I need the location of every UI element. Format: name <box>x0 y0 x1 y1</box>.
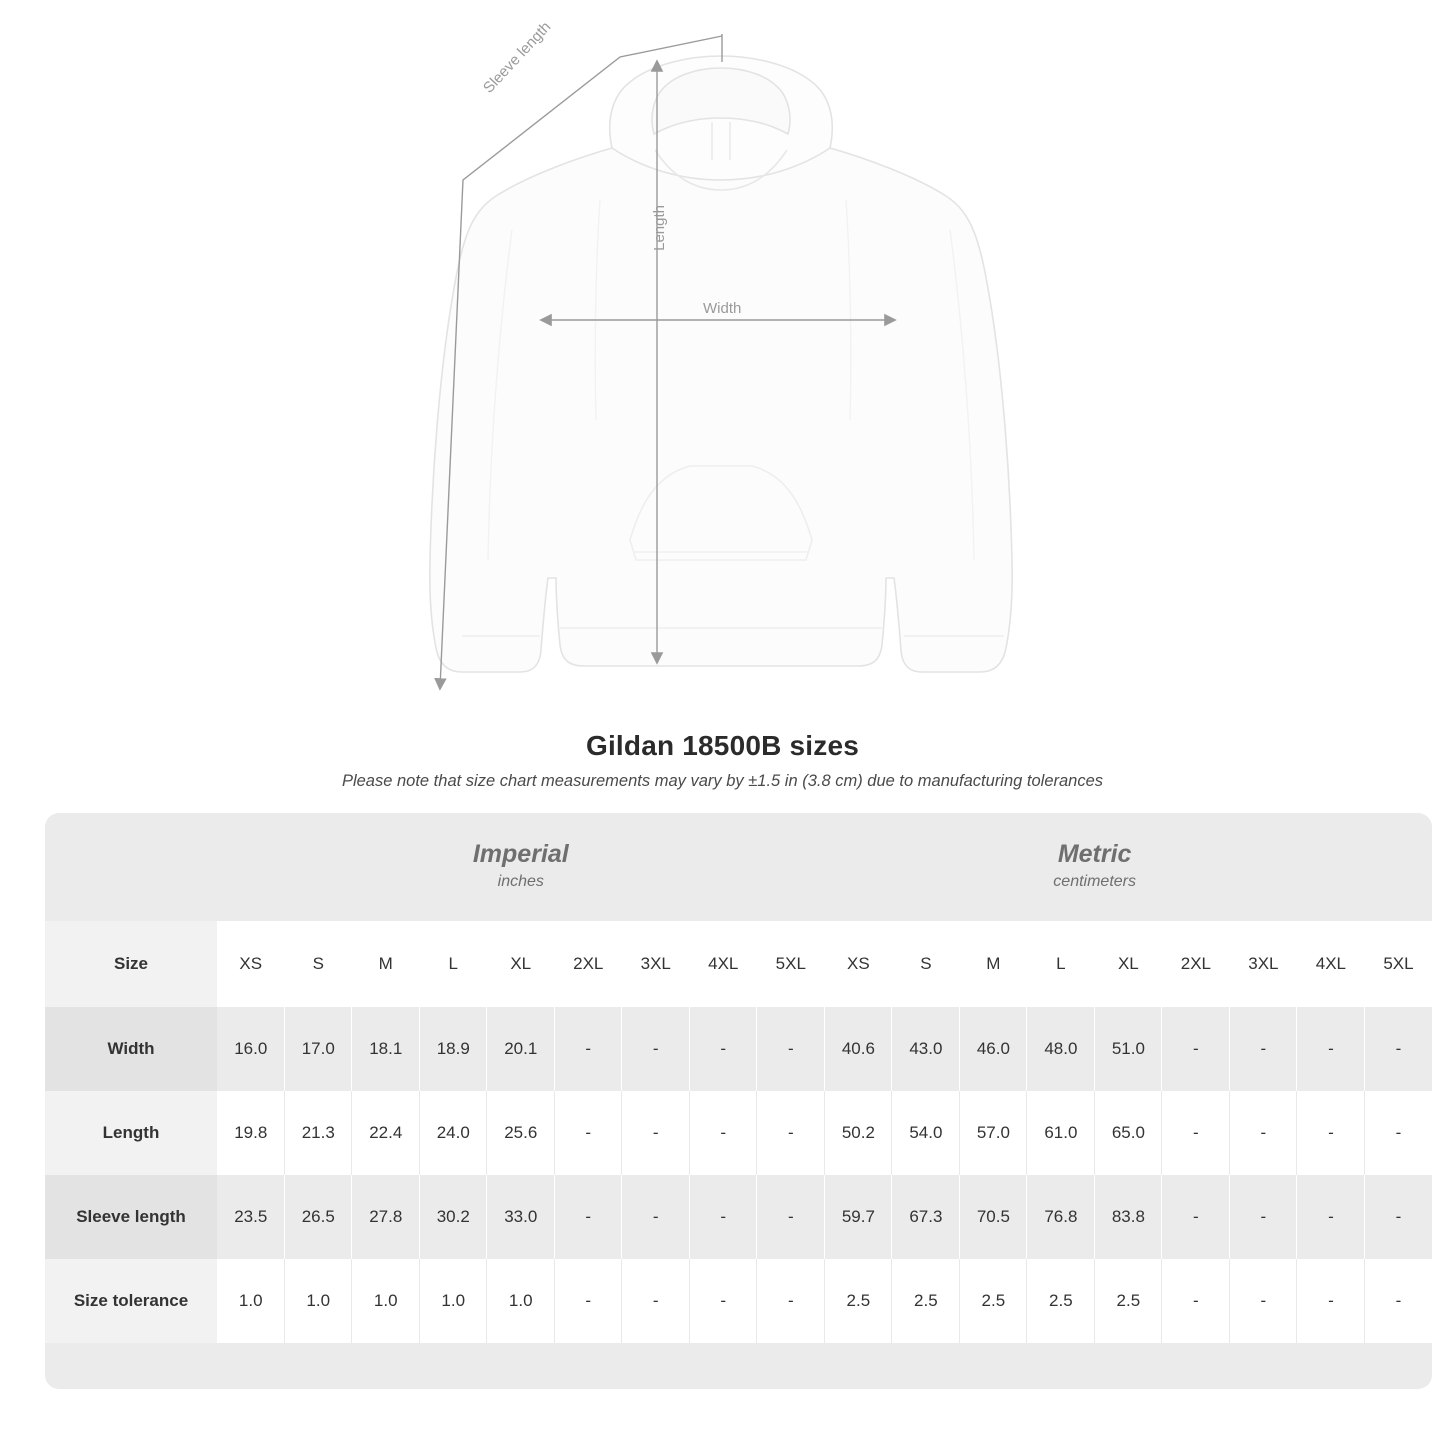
size-header-cell: L <box>420 921 488 1007</box>
table-row <box>45 1007 1432 1091</box>
table-cell: - <box>690 1007 758 1091</box>
table-cell: 1.0 <box>487 1259 555 1343</box>
table-cell: 50.2 <box>825 1091 893 1175</box>
table-cell: 16.0 <box>217 1007 285 1091</box>
unit-header-metric <box>825 813 1365 921</box>
table-cell: - <box>555 1259 623 1343</box>
table-cell: 18.1 <box>352 1007 420 1091</box>
table-cell: - <box>622 1091 690 1175</box>
unit-metric-sub: centimeters <box>1053 872 1136 890</box>
size-header-cell: L <box>1027 921 1095 1007</box>
table-cell: 83.8 <box>1095 1175 1163 1259</box>
footer-cell <box>217 1343 1365 1389</box>
table-cell: 65.0 <box>1095 1091 1163 1175</box>
unit-header-imperial <box>217 813 825 921</box>
table-row <box>45 1091 1432 1175</box>
table-cell: - <box>690 1175 758 1259</box>
table-cell: 21.3 <box>285 1091 353 1175</box>
unit-imperial-sub: inches <box>497 872 544 890</box>
table-cell: 70.5 <box>960 1175 1028 1259</box>
size-header-cell: M <box>352 921 420 1007</box>
table-cell: - <box>1365 1259 1433 1343</box>
table-cell: 54.0 <box>892 1091 960 1175</box>
table-cell: 22.4 <box>352 1091 420 1175</box>
table-cell: - <box>622 1259 690 1343</box>
table-cell: 17.0 <box>285 1007 353 1091</box>
table-cell: 2.5 <box>1095 1259 1163 1343</box>
size-table <box>45 813 1432 1389</box>
table-cell: 26.5 <box>285 1175 353 1259</box>
table-cell: 57.0 <box>960 1091 1028 1175</box>
table-cell: 48.0 <box>1027 1007 1095 1091</box>
size-header-cell: 2XL <box>555 921 623 1007</box>
size-header-label: Size <box>45 921 217 1007</box>
table-cell: - <box>1297 1259 1365 1343</box>
table-row <box>45 1175 1432 1259</box>
footer-cell <box>45 1343 217 1389</box>
table-cell: - <box>555 1175 623 1259</box>
table-cell: - <box>690 1091 758 1175</box>
table-cell: - <box>1297 1091 1365 1175</box>
footer-cell <box>1365 1343 1433 1389</box>
size-header-cell: XL <box>1095 921 1163 1007</box>
table-cell: 40.6 <box>825 1007 893 1091</box>
table-cell: 18.9 <box>420 1007 488 1091</box>
table-cell: - <box>1162 1007 1230 1091</box>
table-row <box>45 1259 1432 1343</box>
size-header-cell: 2XL <box>1162 921 1230 1007</box>
table-cell: 76.8 <box>1027 1175 1095 1259</box>
table-cell: 61.0 <box>1027 1091 1095 1175</box>
table-cell: 33.0 <box>487 1175 555 1259</box>
unit-header-end-spacer <box>1365 813 1433 921</box>
table-cell: 1.0 <box>217 1259 285 1343</box>
table-cell: 24.0 <box>420 1091 488 1175</box>
unit-metric-title: Metric <box>1057 839 1132 868</box>
table-cell: - <box>757 1091 825 1175</box>
size-header-cell: XL <box>487 921 555 1007</box>
table-cell: - <box>757 1175 825 1259</box>
table-cell: - <box>622 1175 690 1259</box>
table-cell: 1.0 <box>420 1259 488 1343</box>
table-cell: - <box>1162 1175 1230 1259</box>
table-cell: - <box>1162 1259 1230 1343</box>
page-title: Gildan 18500B sizes <box>585 730 860 761</box>
measure-label-length: Length <box>651 205 668 251</box>
table-cell: - <box>1230 1091 1298 1175</box>
measure-label-sleeve-length: Sleeve length <box>480 18 555 97</box>
table-cell: 19.8 <box>217 1091 285 1175</box>
table-cell: - <box>1162 1091 1230 1175</box>
table-cell: - <box>1365 1091 1433 1175</box>
size-header-cell: 3XL <box>1230 921 1298 1007</box>
table-cell: - <box>1365 1007 1433 1091</box>
unit-imperial-title: Imperial <box>472 839 569 868</box>
table-cell: - <box>1230 1175 1298 1259</box>
table-cell: 67.3 <box>892 1175 960 1259</box>
table-cell: - <box>1297 1007 1365 1091</box>
row-label: Width <box>45 1007 217 1091</box>
size-header-cell: S <box>285 921 353 1007</box>
table-cell: 43.0 <box>892 1007 960 1091</box>
table-cell: 2.5 <box>892 1259 960 1343</box>
table-footer-band <box>45 1343 1432 1389</box>
size-header-cell: 3XL <box>622 921 690 1007</box>
table-cell: 25.6 <box>487 1091 555 1175</box>
size-header-cell: 5XL <box>757 921 825 1007</box>
table-cell: 1.0 <box>352 1259 420 1343</box>
unit-header-row <box>45 813 1432 921</box>
table-cell: 51.0 <box>1095 1007 1163 1091</box>
table-cell: 2.5 <box>1027 1259 1095 1343</box>
size-header-cell: 5XL <box>1365 921 1433 1007</box>
row-label: Size tolerance <box>45 1259 217 1343</box>
size-header-cell: XS <box>825 921 893 1007</box>
unit-header-spacer <box>45 813 217 921</box>
size-header-cell: S <box>892 921 960 1007</box>
tolerance-note: Please note that size chart measurements may vary by ±1.5 in (3.8 cm) due to manufacturing tolerances <box>341 772 1104 790</box>
table-cell: - <box>757 1259 825 1343</box>
table-cell: 46.0 <box>960 1007 1028 1091</box>
table-cell: - <box>1297 1175 1365 1259</box>
table-cell: 2.5 <box>960 1259 1028 1343</box>
size-header-cell: M <box>960 921 1028 1007</box>
table-cell: - <box>690 1259 758 1343</box>
table-cell: - <box>1365 1175 1433 1259</box>
table-cell: 59.7 <box>825 1175 893 1259</box>
table-cell: 23.5 <box>217 1175 285 1259</box>
size-header-cell: 4XL <box>1297 921 1365 1007</box>
size-header-row <box>45 921 1432 1007</box>
row-label: Length <box>45 1091 217 1175</box>
table-cell: 27.8 <box>352 1175 420 1259</box>
size-table-container <box>45 813 1414 1389</box>
size-header-cell: XS <box>217 921 285 1007</box>
table-cell: - <box>757 1007 825 1091</box>
table-cell: - <box>555 1091 623 1175</box>
size-header-cell: 4XL <box>690 921 758 1007</box>
table-cell: - <box>622 1007 690 1091</box>
table-cell: - <box>1230 1259 1298 1343</box>
measure-label-width: Width <box>703 300 742 317</box>
table-cell: - <box>1230 1007 1298 1091</box>
table-cell: - <box>555 1007 623 1091</box>
table-cell: 30.2 <box>420 1175 488 1259</box>
table-cell: 1.0 <box>285 1259 353 1343</box>
table-cell: 20.1 <box>487 1007 555 1091</box>
row-label: Sleeve length <box>45 1175 217 1259</box>
table-cell: 2.5 <box>825 1259 893 1343</box>
